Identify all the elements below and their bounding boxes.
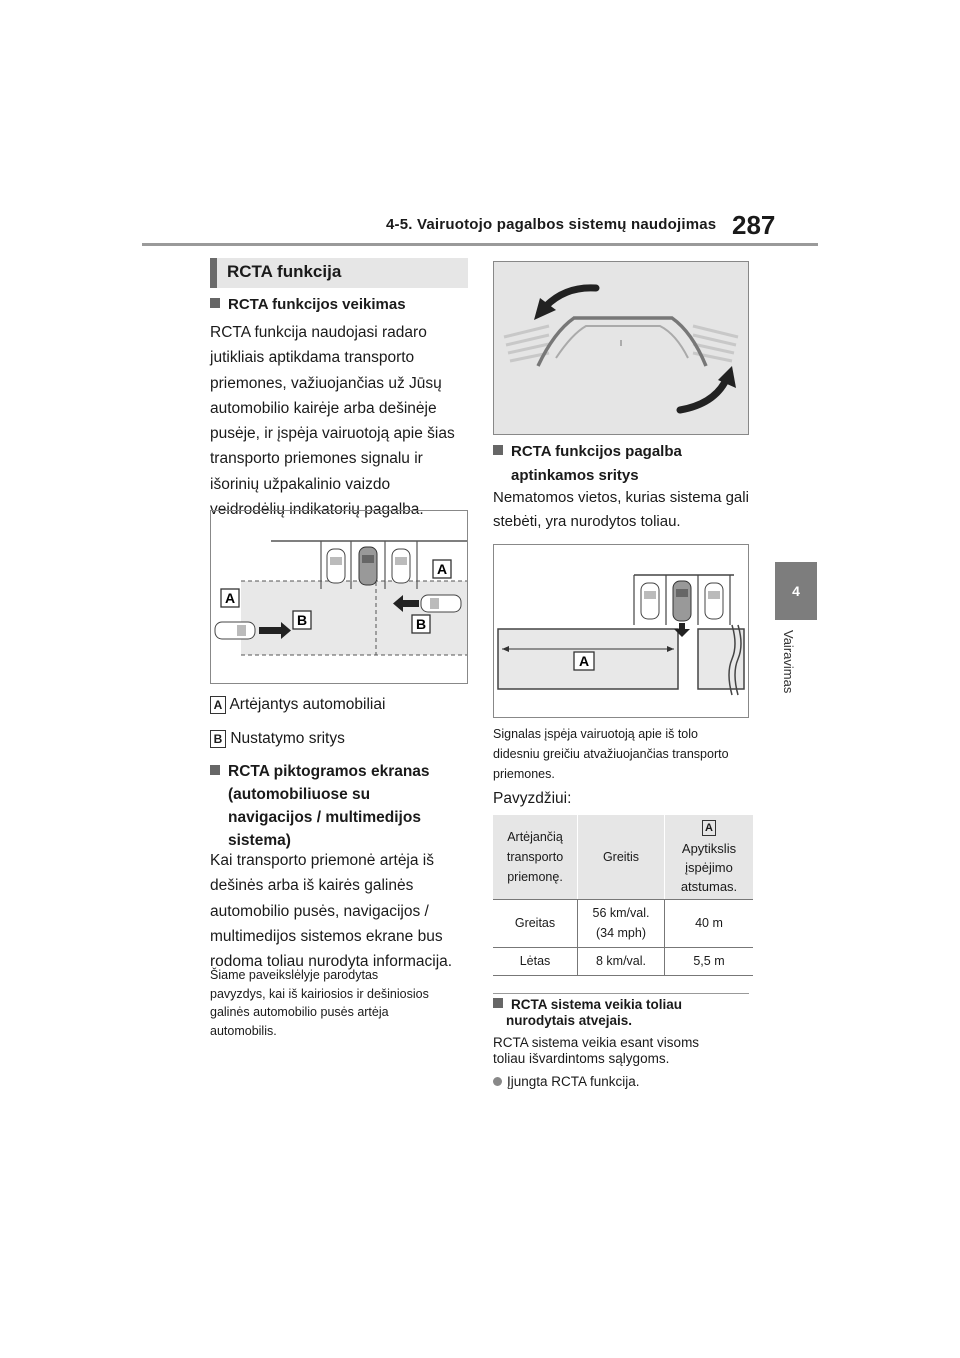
text-line: Kai transporto priemonė artėja iš [210,852,435,869]
text-line: automobilio kairėje arba dešinėje [210,399,437,417]
table-header-row [493,815,753,899]
text-line: automobilio pusės, navigacijos / [210,902,429,920]
legend-b-text: Nustatymo sritys [230,730,345,747]
legend-b-label: B [210,730,226,748]
square-bullet-icon [210,298,220,308]
left-paragraph-1 [210,320,472,522]
text-line: Nematomos vietos, kurias sistema gali [493,489,749,506]
parked-car-icon [327,549,345,583]
header-section-title: 4-5. Vairuotojo pagalbos sistemų naudojimas [386,216,717,233]
text-line: įspėjimo [685,859,733,875]
text-line: jutikliais aptikdama transporto [210,349,415,367]
parked-car-icon [705,583,723,619]
table-row [493,899,753,947]
speed-table-wrap [493,815,753,976]
label-a-box [574,652,594,670]
chapter-label: Vairavimas [781,630,796,694]
text-line: RCTA funkcija naudojasi radaro [210,324,427,341]
curved-arrow-left-icon [534,288,596,320]
legend-a-label: A [210,696,226,714]
text-line: pavyzdys, kai iš kairiosios ir dešiniosios [210,986,429,1001]
speed-table [493,815,753,976]
guide-line-inner [556,326,688,358]
section-title-box [210,258,468,288]
table-header-cell [493,815,578,899]
parking-lot-diagram [211,511,467,683]
table-row [493,947,753,975]
own-car-icon [673,581,691,621]
text-line: Šiame paveikslėlyje parodytas [210,968,379,982]
label-a: A [702,820,716,836]
legend-a [210,692,385,717]
square-bullet-icon [210,765,220,775]
left-heading-1-text: RCTA funkcijos veikimas [228,296,406,313]
parked-car-icon [641,583,659,619]
detection-area [241,581,467,655]
text-line: (34 mph) [595,926,647,940]
left-note [210,966,472,1040]
heading-line: navigacijos / multimedijos [228,809,421,826]
label-b-box [293,611,311,629]
rcta-display-figure [493,261,749,435]
chapter-tab: 4 [775,562,817,620]
page-number: 287 [732,210,776,240]
heading-line: aptinkamos sritys [511,467,639,484]
label-a: A [578,653,590,669]
section-title: RCTA funkcija [227,262,342,281]
text-line: Signalas įspėja vairuotoją apie iš tolo [493,727,698,741]
curved-arrow-right-icon [680,366,736,410]
heading-line: RCTA piktogramos ekranas [228,763,430,780]
text-line: transporto [506,849,564,864]
left-heading-2 [210,760,430,852]
approaching-car-icon [421,595,461,612]
heading-line: RCTA funkcijos pagalba [511,443,682,460]
right-paragraph-2 [493,1035,699,1067]
right-paragraph-1 [493,486,749,534]
text-line: transporto priemones signalu ir [210,450,423,468]
detection-range-figure [493,544,749,718]
legend-a-text: Artėjantys automobiliai [229,696,386,713]
text-line: rodoma toliau nurodyta informacija. [210,953,453,971]
label-a: A [436,561,448,577]
header-rule [142,243,818,246]
text-line: pusėje, ir įspėja vairuotoją apie šias [210,425,455,443]
own-car-icon [359,547,377,585]
heading-line: RCTA sistema veikia toliau [511,997,683,1012]
table-cell: 5,5 m [665,947,754,975]
label-a-box [433,560,451,578]
text-line: Artėjančią [507,829,563,844]
text-line: galinės automobilio pusės artėja [210,1005,389,1019]
divider [493,993,749,994]
bullet-text: Įjungta RCTA funkcija. [507,1074,640,1089]
heading-line: nurodytais atvejais. [506,1013,633,1028]
text-line: multimedijos sistemos ekrane bus [210,927,443,945]
label-a-box [221,589,239,607]
circle-bullet-icon [493,1077,502,1086]
label-b-box [412,615,430,633]
table-cell: Lėtas [493,947,578,975]
approaching-car-icon [215,622,255,639]
text-line: didesniu greičiu atvažiuojančias transporto [493,747,729,761]
square-bullet-icon [493,998,503,1008]
text-line: priemonę. [507,869,563,884]
table-cell: 40 m [665,899,754,947]
table-cell: 8 km/val. [578,947,665,975]
text-line: 56 km/val. [592,906,650,920]
heading-line: (automobiliuose su [228,786,371,803]
text-line: išorinių užpakalinio vaizdo [210,475,391,493]
text-line: dešinės arba iš kairės galinės [210,877,414,895]
table-cell [578,899,665,947]
example-label: Pavyzdžiui: [493,790,572,807]
right-note [493,724,755,784]
text-line: atstumas. [680,878,738,894]
display-diagram [494,262,748,434]
text-line: RCTA sistema veikia esant visoms [493,1035,700,1050]
detection-range-right [698,629,744,689]
table-cell: Greitas [493,899,578,947]
heading-line: sistema) [228,832,291,849]
table-header-cell [665,815,754,899]
label-b: B [415,616,427,632]
square-bullet-icon [493,445,503,455]
parked-car-icon [392,549,410,583]
right-heading-1 [493,440,682,488]
text-line: priemones. [493,767,555,781]
detection-range-diagram [494,545,748,717]
left-heading-1 [210,296,406,313]
text-line: toliau išvardintoms sąlygoms. [493,1051,670,1066]
text-line: veidrodėlių indikatorių pagalba. [210,501,424,519]
text-line: Apytikslis [681,840,737,856]
text-line: automobilis. [210,1023,277,1038]
text-line: stebėti, yra nurodytos toliau. [493,513,681,530]
right-heading-2 [493,997,682,1029]
legend-b [210,726,345,751]
left-paragraph-2 [210,848,472,974]
table-header-cell: Greitis [578,815,665,899]
label-b: B [296,612,308,628]
label-a: A [224,590,236,606]
bullet-item [493,1074,640,1089]
detection-area-figure [210,510,468,684]
text-line: priemones, važiuojančias už Jūsų [210,374,442,392]
